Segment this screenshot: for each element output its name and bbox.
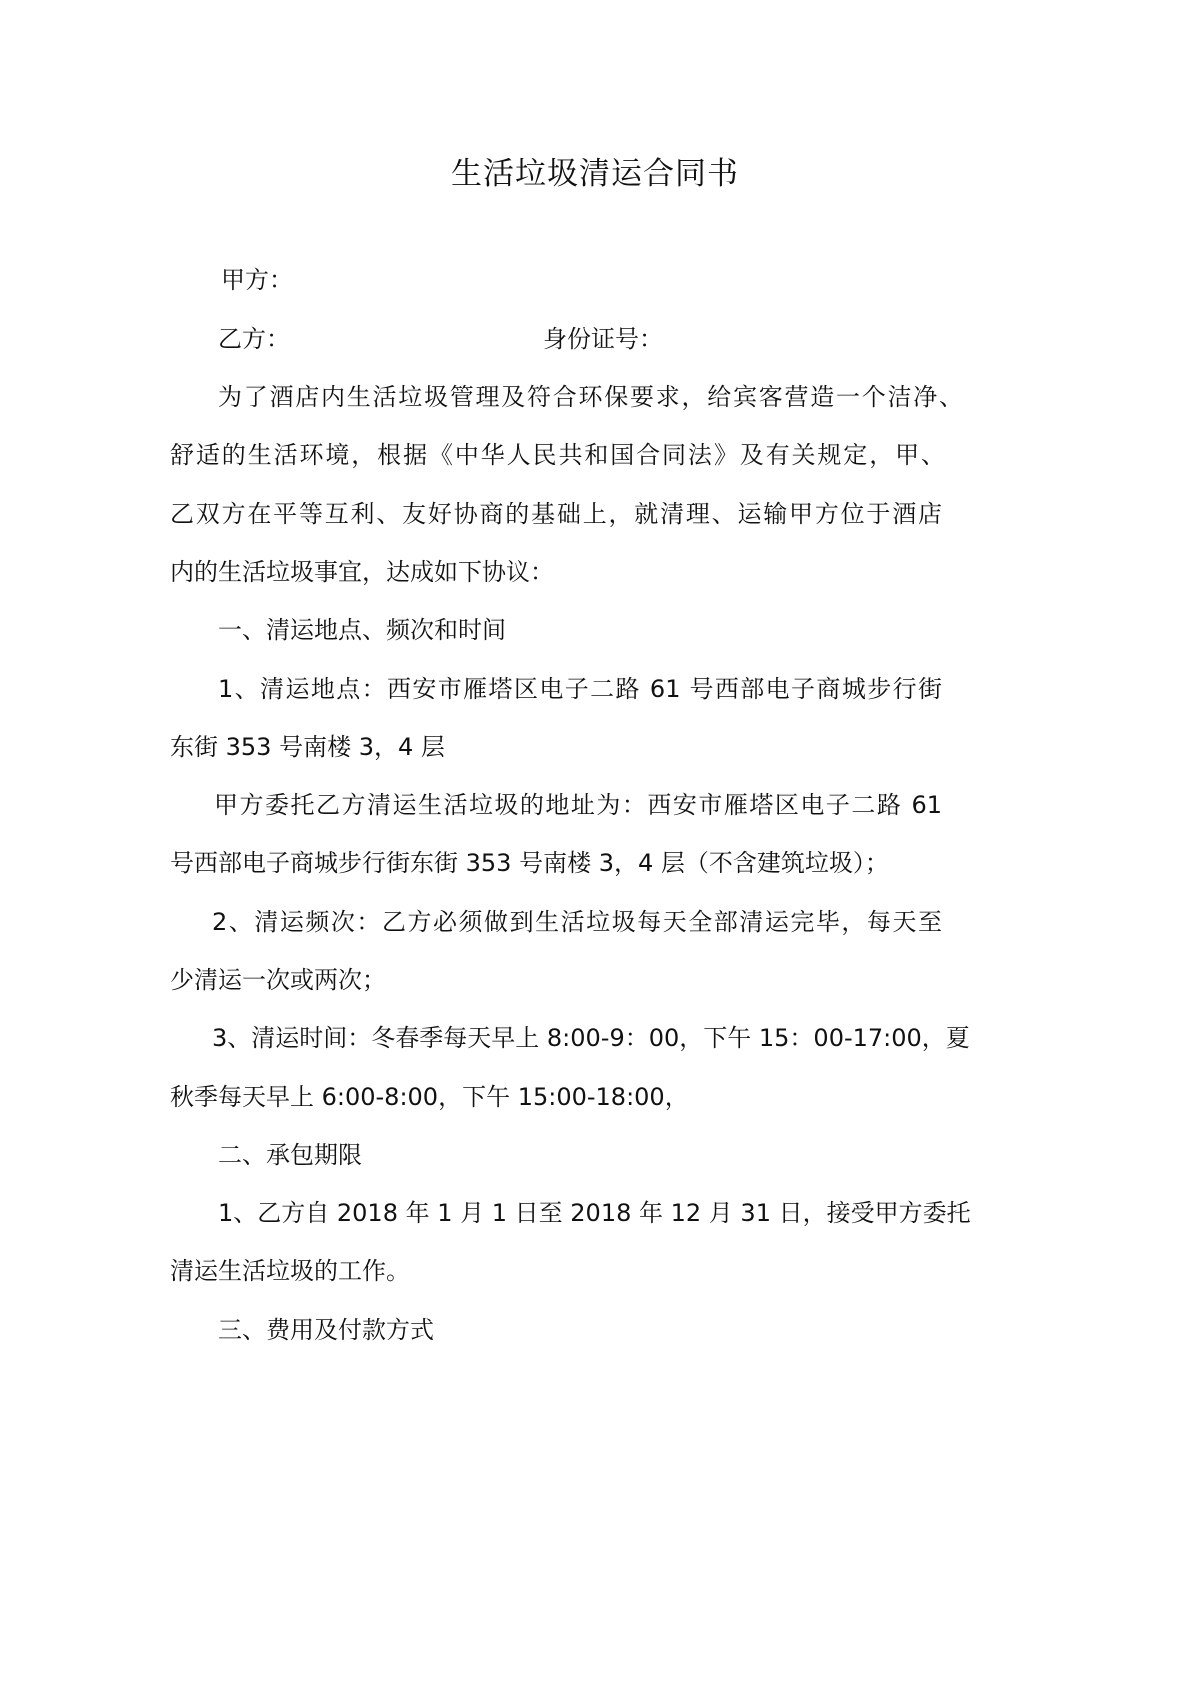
location-item-line: 1、清运地点：西安市雁塔区电子二路 61 号西部电子商城步行街	[218, 675, 942, 703]
party-b-label: 乙方：	[218, 325, 290, 353]
term-item-line: 1、乙方自 2018 年 1 月 1 日至 2018 年 12 月 31 日，接受甲方委托	[218, 1199, 971, 1227]
id-number-label: 身份证号：	[543, 325, 663, 353]
document-title: 生活垃圾清运合同书	[451, 156, 739, 192]
preamble-line: 舒适的生活环境，根据《中华人民共和国合同法》及有关规定，甲、	[170, 441, 945, 469]
party-a-label: 甲方：	[221, 266, 293, 294]
term-item-line: 清运生活垃圾的工作。	[170, 1257, 410, 1285]
preamble-line: 乙双方在平等互利、友好协商的基础上，就清理、运输甲方位于酒店	[170, 500, 942, 528]
section-2-heading: 二、承包期限	[218, 1141, 362, 1169]
section-3-heading: 三、费用及付款方式	[218, 1316, 434, 1344]
frequency-item-line: 少清运一次或两次；	[170, 966, 386, 994]
frequency-item-line: 2、清运频次：乙方必须做到生活垃圾每天全部清运完毕，每天至	[212, 908, 942, 936]
time-item-line: 秋季每天早上 6:00-8:00，下午 15:00-18:00，	[170, 1083, 689, 1111]
entrusted-address-line: 甲方委托乙方清运生活垃圾的地址为：西安市雁塔区电子二路 61	[214, 791, 942, 819]
section-1-heading: 一、清运地点、频次和时间	[218, 616, 506, 644]
preamble-line: 为了酒店内生活垃圾管理及符合环保要求，给宾客营造一个洁净、	[218, 383, 963, 411]
preamble-line: 内的生活垃圾事宜，达成如下协议：	[170, 558, 554, 586]
location-item-line: 东街 353 号南楼 3，4 层	[170, 733, 445, 761]
entrusted-address-line: 号西部电子商城步行街东街 353 号南楼 3，4 层（不含建筑垃圾）；	[170, 849, 889, 877]
time-item-line: 3、清运时间：冬春季每天早上 8:00-9：00，下午 15：00-17:00，夏	[212, 1024, 970, 1052]
